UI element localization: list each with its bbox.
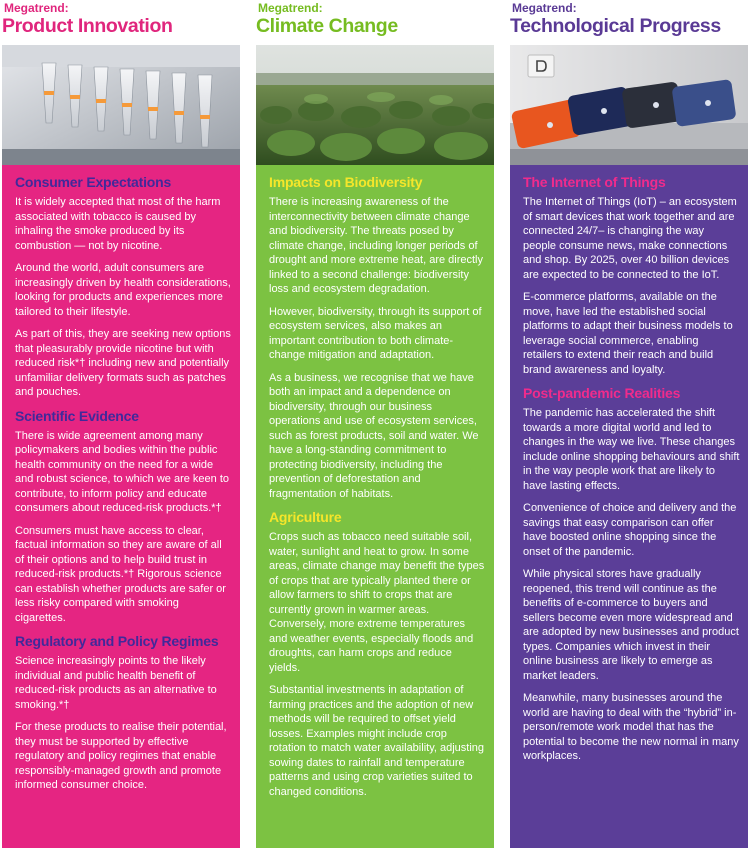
tobacco-field-photo	[256, 45, 494, 165]
section-heading: Scientific Evidence	[15, 407, 139, 424]
megatrend-label: Megatrend:	[258, 1, 323, 15]
paragraph: Convenience of choice and delivery and the savings that easy comparison can offer have boosted online shopping since the onset of the pandemic.	[523, 502, 737, 558]
section-heading: Impacts on Biodiversity	[269, 174, 423, 190]
paragraph: As part of this, they are seeking new options that pleasurably provide nicotine but with reduced risk*† including new and potentially unfamiliar delivery formats such as patches and pouches.	[15, 328, 231, 398]
paragraph: Crops such as tobacco need suitable soil, water, sunlight and heat to grow. In some areas, climate change may benefit the types of crops that are typically planted there or allow farmers to shift to crops that are currently grown in warmer areas. Conversely, more extreme temperatures and weather events, especially floods and droughts, can harm crops and reduce yields.	[269, 531, 485, 674]
section-heading: The Internet of Things	[523, 174, 666, 190]
column-title: Product Innovation	[2, 15, 173, 37]
megatrend-label: Megatrend:	[512, 1, 577, 15]
column-title: Climate Change	[256, 15, 398, 37]
lab-pipettes-photo	[2, 45, 240, 165]
paragraph: There is wide agreement among many policymakers and bodies within the public health community on the need for a wide and robust science, to which we are keen to contribute, to inform policy and educate consumers about reduced-risk products.*†	[15, 429, 230, 514]
paragraph: While physical stores have gradually reopened, this trend will continue as the benefits of e-commerce to buyers and sellers become even more widespread and are adopted by new businesses and product types. Companies which invest in their online business are likely to emerge as market leaders.	[523, 568, 739, 682]
column-climate-change	[256, 0, 494, 850]
paragraph: Around the world, adult consumers are increasingly driven by health considerations, looking for products and experiences more tailored to their lifestyle.	[15, 262, 231, 318]
content-panel	[510, 165, 748, 848]
section-heading: Post-pandemic Realities	[523, 385, 681, 401]
paragraph: For these products to realise their potential, they must be supported by effective regulatory and policy regimes that enable responsibly-managed growth and promote informed consumer choice.	[15, 721, 227, 791]
section-heading: Consumer Expectations	[15, 174, 172, 190]
paragraph: Science increasingly points to the likely individual and public health benefit of reduced-risk products as an alternative to smoking.*†	[15, 655, 217, 711]
content-panel	[256, 165, 494, 848]
section-heading: Regulatory and Policy Regimes	[15, 633, 219, 649]
megatrend-label: Megatrend:	[4, 1, 69, 15]
paragraph: As a business, we recognise that we have both an impact and a dependence on biodiversity, through our business operations and use of ecosystem services, such as forest products, soil and water. We have a long-standing commitment to protecting biodiversity, including the prevention of deforestation and fragmentation of habitats.	[269, 371, 479, 500]
column-technological-progress	[510, 0, 748, 850]
paragraph: There is increasing awareness of the interconnectivity between climate change and biodiversity. The threats posed by climate change, including longer periods of drought and more extreme heat, are directly linked to a second challenge: biodiversity loss and ecosystem degradation.	[269, 196, 484, 295]
paragraph: The pandemic has accelerated the shift towards a more digital world and led to changes in the way we live. These changes include online shopping behaviours and shift in the way people work that are likely to have lasting effects.	[523, 407, 740, 492]
section-heading: Agriculture	[269, 509, 342, 525]
paragraph: E-commerce platforms, available on the move, have led the established social platforms to adapt their business models to leverage social commerce, enabling retailers to extend their reach and build brand awareness and loyalty.	[523, 291, 733, 376]
content-panel	[2, 165, 240, 848]
paragraph: However, biodiversity, through its support of ecosystem services, also makes an important contribution to both climate-change mitigation and adaptation.	[269, 305, 482, 361]
paragraph: Meanwhile, many businesses around the world are having to deal with the “hybrid” in-person/remote work model that has the potential to become the new normal in many workplaces.	[523, 692, 739, 762]
paragraph: The Internet of Things (IoT) – an ecosystem of smart devices that work together and are connected 24/7– is changing the way people consume news, make connections and shop. By 2025, over 40 billion devices are expected to be connected to the IoT.	[523, 196, 737, 281]
paragraph: Substantial investments in adaptation of farming practices and the adoption of new methods will be required to offset yield losses. Examples might include crop rotation to match water availability, adjusting sowing dates to rainfall and temperature patterns and using crop varieties suited to changed conditions.	[269, 684, 485, 798]
column-product-innovation	[2, 0, 240, 850]
paragraph: Consumers must have access to clear, factual information so they are aware of all of their options and to help build trust in reduced-risk products.*† Rigorous science can establish whether products are safer or less risky compared with smoking cigarettes.	[15, 524, 226, 624]
devices-photo	[510, 45, 748, 165]
column-title: Technological Progress	[510, 15, 721, 37]
paragraph: It is widely accepted that most of the harm associated with tobacco is caused by inhaling the smoke produced by its combustion — not by nicotine.	[15, 196, 221, 252]
